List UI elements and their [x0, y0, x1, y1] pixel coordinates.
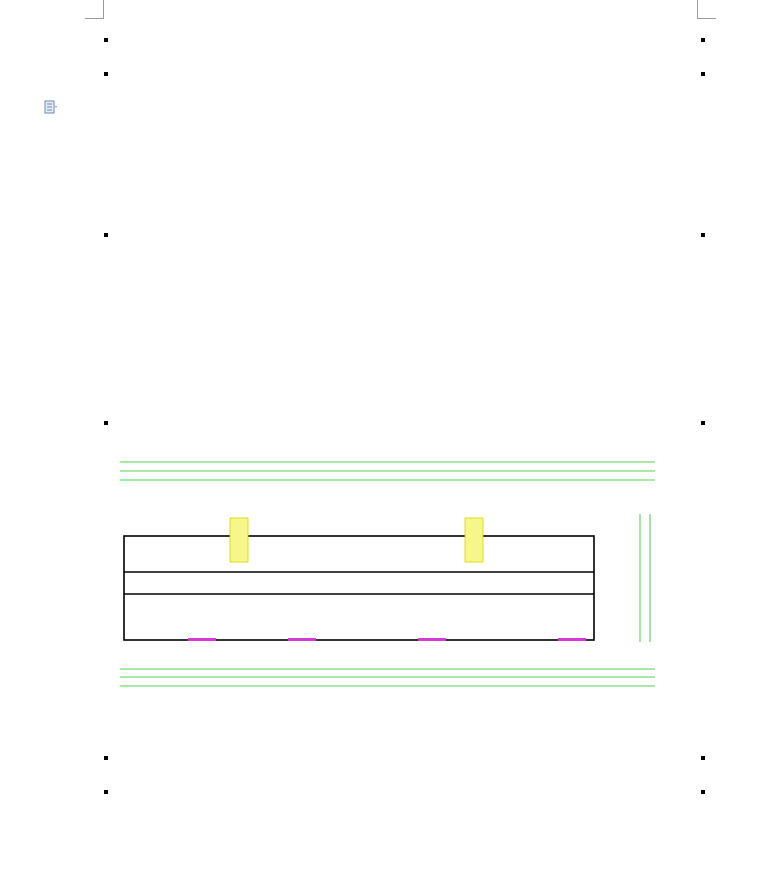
- paragraph-mark: [701, 421, 705, 425]
- paragraph-mark: [701, 790, 705, 794]
- paragraph-mark: [701, 756, 705, 760]
- crop-mark-top-left: [85, 0, 104, 19]
- heading-bullet: [104, 233, 108, 237]
- paragraph-mark: [701, 233, 705, 237]
- heading-bullet: [104, 38, 108, 42]
- heading-bullet: [104, 756, 108, 760]
- floor-plan-drawing: [110, 444, 670, 714]
- paragraph-mark: [701, 38, 705, 42]
- heading-bullet: [104, 72, 108, 76]
- heading-bullet: [104, 421, 108, 425]
- crop-mark-top-right: [697, 0, 716, 19]
- document-icon[interactable]: [44, 100, 58, 114]
- paragraph-mark: [701, 72, 705, 76]
- heading-bullet: [104, 790, 108, 794]
